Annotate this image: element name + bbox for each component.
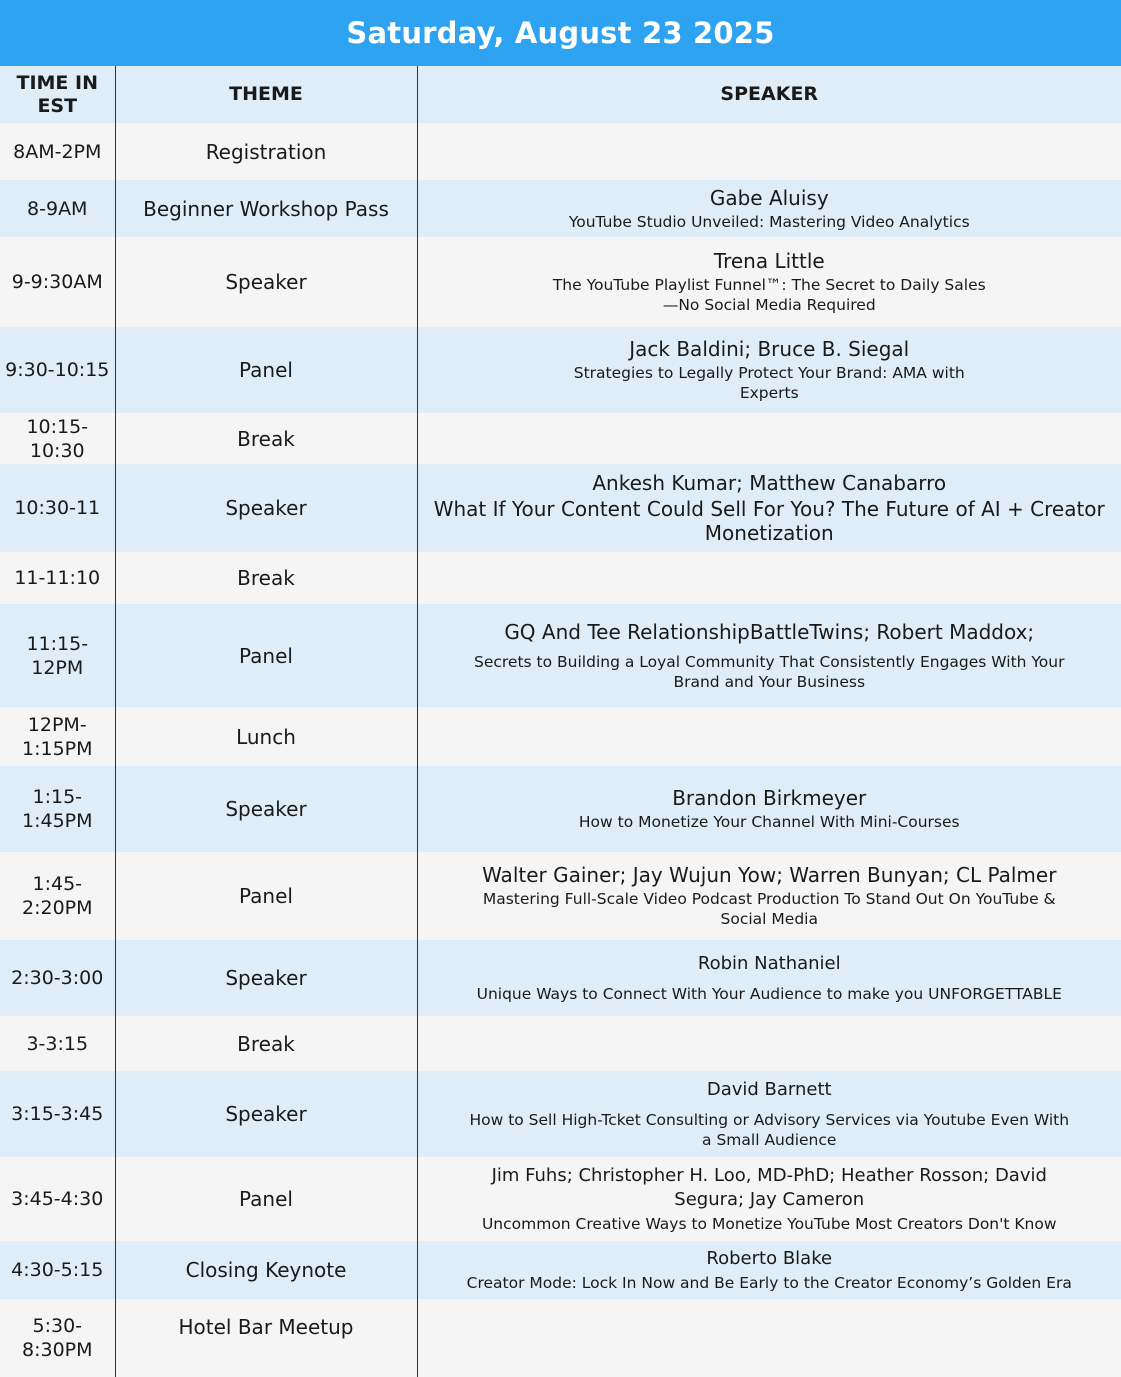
theme-cell: Speaker — [115, 940, 417, 1016]
theme-cell: Panel — [115, 604, 417, 707]
theme-cell: Lunch — [115, 707, 417, 766]
talk-title: Unique Ways to Connect With Your Audience to make you UNFORGETTABLE — [476, 985, 1062, 1003]
table-row — [0, 464, 1121, 552]
theme-cell: Beginner Workshop Pass — [115, 180, 417, 237]
speaker-cell — [417, 327, 1121, 413]
table-row — [0, 940, 1121, 1016]
talk-title: How to Monetize Your Channel With Mini-Courses — [578, 813, 960, 831]
time-cell: 10:15-10:30 — [0, 413, 115, 464]
table-row — [0, 1071, 1121, 1157]
header-row — [0, 66, 1121, 123]
speaker-cell — [417, 852, 1121, 940]
table-row — [0, 552, 1121, 604]
table-row — [0, 180, 1121, 237]
speaker-cell — [417, 237, 1121, 327]
time-cell: 1:45-2:20PM — [0, 852, 115, 940]
time-cell: 10:30-11 — [0, 464, 115, 552]
theme-cell: Speaker — [115, 1071, 417, 1157]
table-row — [0, 123, 1121, 180]
speaker-cell — [417, 123, 1121, 180]
table-row — [0, 766, 1121, 852]
speaker-name: David Barnett — [706, 1079, 832, 1100]
header-speaker: SPEAKER — [417, 66, 1121, 123]
table-row — [0, 604, 1121, 707]
time-cell: 12PM-1:15PM — [0, 707, 115, 766]
time-cell: 11:15-12PM — [0, 604, 115, 707]
time-cell: 2:30-3:00 — [0, 940, 115, 1016]
speaker-name: Brandon Birkmeyer — [672, 786, 867, 810]
theme-cell: Panel — [115, 327, 417, 413]
theme-cell: Speaker — [115, 464, 417, 552]
theme-cell: Break — [115, 1016, 417, 1071]
speaker-cell — [417, 464, 1121, 552]
table-row — [0, 1299, 1121, 1377]
table-row — [0, 413, 1121, 464]
header-theme: THEME — [115, 66, 417, 123]
speaker-name: Jack Baldini; Bruce B. Siegal — [629, 337, 910, 361]
theme-cell: Panel — [115, 852, 417, 940]
speaker-cell — [417, 766, 1121, 852]
time-cell: 3-3:15 — [0, 1016, 115, 1071]
theme-cell: Break — [115, 413, 417, 464]
talk-title: Creator Mode: Lock In Now and Be Early to the Creator Economy’s Golden Era — [466, 1274, 1072, 1292]
table-row — [0, 237, 1121, 327]
theme-cell: Hotel Bar Meetup — [115, 1299, 417, 1377]
theme-cell: Closing Keynote — [115, 1241, 417, 1299]
speaker-name: GQ And Tee RelationshipBattleTwins; Robert Maddox; — [504, 619, 1035, 644]
time-cell: 3:45-4:30 — [0, 1157, 115, 1241]
speaker-cell — [417, 707, 1121, 766]
talk-title: YouTube Studio Unveiled: Mastering Video Analytics — [568, 212, 970, 231]
speaker-cell — [417, 1071, 1121, 1157]
time-cell: 11-11:10 — [0, 552, 115, 604]
speaker-cell — [417, 1241, 1121, 1299]
talk-title: How to Sell High-Tcket Consulting or Advisory Services via Youtube Even With a Small Audience — [469, 1111, 1070, 1149]
speaker-name: Roberto Blake — [706, 1248, 833, 1269]
talk-title: Strategies to Legally Protect Your Brand: AMA with Experts — [573, 364, 965, 402]
time-cell: 5:30-8:30PM — [0, 1299, 115, 1377]
time-cell: 1:15-1:45PM — [0, 766, 115, 852]
time-cell: 4:30-5:15 — [0, 1241, 115, 1299]
speaker-cell — [417, 1299, 1121, 1377]
theme-cell: Speaker — [115, 766, 417, 852]
talk-title: Secrets to Building a Loyal Community That Consistently Engages With Your Brand and Your Business — [474, 652, 1065, 691]
speaker-cell — [417, 604, 1121, 707]
table-row — [0, 1241, 1121, 1299]
speaker-cell — [417, 180, 1121, 237]
header-time: TIME IN EST — [0, 66, 115, 123]
talk-title: Uncommon Creative Ways to Monetize YouTube Most Creators Don't Know — [481, 1215, 1057, 1233]
table-row — [0, 1157, 1121, 1241]
speaker-cell — [417, 940, 1121, 1016]
theme-cell: Registration — [115, 123, 417, 180]
speaker-name: Walter Gainer; Jay Wujun Yow; Warren Bunyan; CL Palmer — [482, 863, 1057, 887]
theme-cell: Speaker — [115, 237, 417, 327]
talk-title: What If Your Content Could Sell For You? The Future of AI + Creator Monetization — [433, 497, 1105, 545]
speaker-name: Jim Fuhs; Christopher H. Loo, MD-PhD; Heather Rosson; David Segura; Jay Cameron — [491, 1165, 1047, 1210]
talk-title: Mastering Full-Scale Video Podcast Production To Stand Out On YouTube & Social Media — [482, 890, 1056, 928]
speaker-name: Gabe Aluisy — [709, 185, 829, 210]
speaker-name: Robin Nathaniel — [697, 953, 841, 974]
theme-cell: Panel — [115, 1157, 417, 1241]
time-cell: 9-9:30AM — [0, 237, 115, 327]
talk-title: The YouTube Playlist Funnel™: The Secret to Daily Sales—No Social Media Required — [552, 276, 986, 314]
schedule-title: Saturday, August 23 2025 — [0, 0, 1121, 66]
time-cell: 8AM-2PM — [0, 123, 115, 180]
speaker-name: Trena Little — [713, 249, 825, 273]
speaker-cell — [417, 1157, 1121, 1241]
table-row — [0, 852, 1121, 940]
speaker-cell — [417, 552, 1121, 604]
time-cell: 9:30-10:15 — [0, 327, 115, 413]
table-row — [0, 1016, 1121, 1071]
time-cell: 3:15-3:45 — [0, 1071, 115, 1157]
table-row — [0, 327, 1121, 413]
speaker-cell — [417, 413, 1121, 464]
time-cell: 8-9AM — [0, 180, 115, 237]
speaker-name: Ankesh Kumar; Matthew Canabarro — [592, 471, 947, 495]
theme-cell: Break — [115, 552, 417, 604]
speaker-cell — [417, 1016, 1121, 1071]
table-row — [0, 707, 1121, 766]
schedule-table — [0, 66, 1121, 1377]
